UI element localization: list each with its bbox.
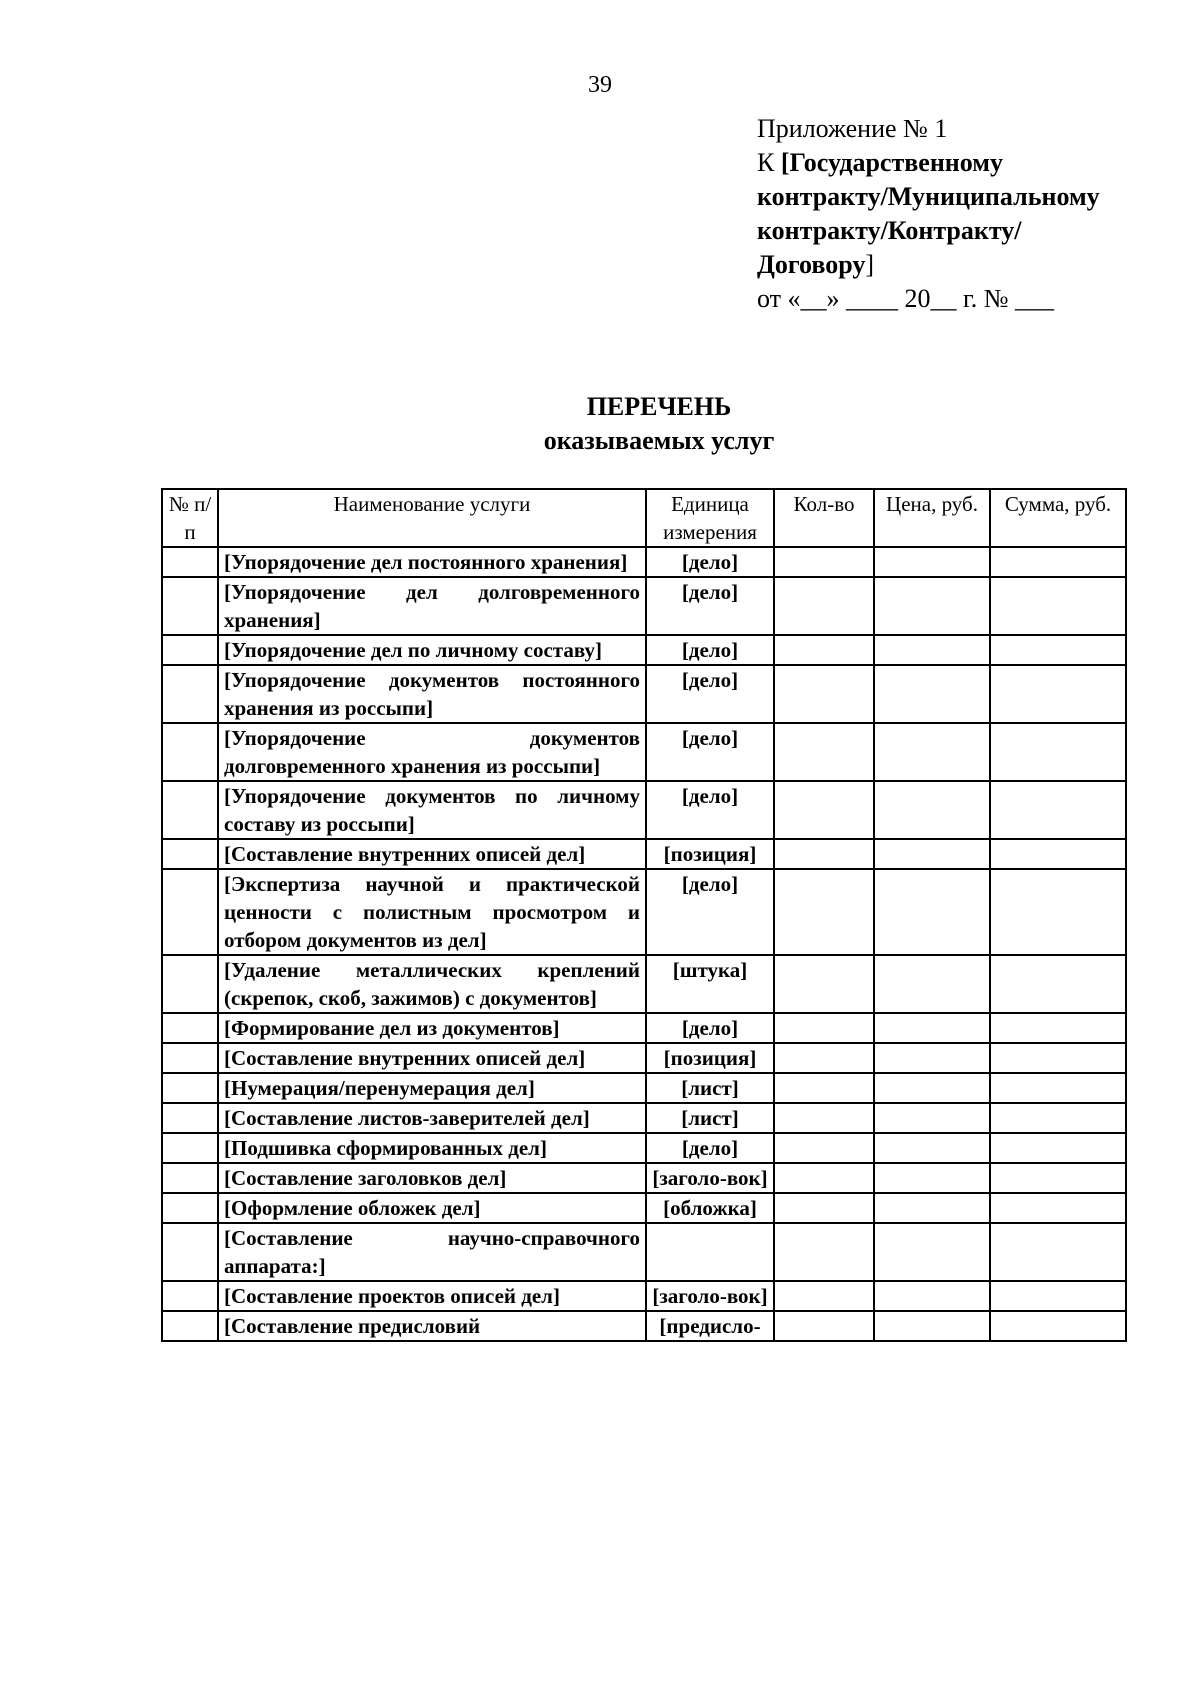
cell-num bbox=[162, 1193, 218, 1223]
cell-num bbox=[162, 781, 218, 839]
header-sum: Сумма, руб. bbox=[990, 489, 1126, 547]
cell-price bbox=[874, 1311, 990, 1341]
appendix-line-3: контракту/Муниципальному bbox=[757, 182, 1100, 211]
cell-unit: [заголо-вок] bbox=[646, 1163, 774, 1193]
cell-service-name: [Составление проектов описей дел] bbox=[218, 1281, 646, 1311]
cell-unit: [дело] bbox=[646, 1013, 774, 1043]
header-name: Наименование услуги bbox=[218, 489, 646, 547]
cell-qty bbox=[774, 1223, 874, 1281]
cell-price bbox=[874, 723, 990, 781]
cell-num bbox=[162, 1103, 218, 1133]
cell-sum bbox=[990, 577, 1126, 635]
appendix-line-2-bold: [Государственному bbox=[780, 148, 1003, 177]
cell-price bbox=[874, 665, 990, 723]
cell-price bbox=[874, 1013, 990, 1043]
cell-num bbox=[162, 665, 218, 723]
cell-sum bbox=[990, 1223, 1126, 1281]
cell-qty bbox=[774, 1281, 874, 1311]
cell-sum bbox=[990, 547, 1126, 577]
cell-service-name: [Составление заголовков дел] bbox=[218, 1163, 646, 1193]
cell-qty bbox=[774, 781, 874, 839]
appendix-line-2 bbox=[757, 146, 1177, 180]
table-row bbox=[162, 547, 1126, 577]
cell-price bbox=[874, 839, 990, 869]
cell-service-name: [Удаление металлических креплений (скрепок, скоб, зажимов) с документов] bbox=[218, 955, 646, 1013]
cell-price bbox=[874, 635, 990, 665]
cell-service-name: [Составление внутренних описей дел] bbox=[218, 839, 646, 869]
cell-num bbox=[162, 1013, 218, 1043]
cell-price bbox=[874, 1103, 990, 1133]
appendix-line-4: контракту/Контракту/ bbox=[757, 216, 1022, 245]
document-title-line-2: оказываемых услуг bbox=[543, 426, 775, 455]
cell-service-name: [Составление внутренних описей дел] bbox=[218, 1043, 646, 1073]
cell-service-name: [Формирование дел из документов] bbox=[218, 1013, 646, 1043]
cell-unit: [дело] bbox=[646, 665, 774, 723]
cell-unit bbox=[646, 1223, 774, 1281]
header-qty: Кол-во bbox=[774, 489, 874, 547]
cell-num bbox=[162, 723, 218, 781]
table-row bbox=[162, 1013, 1126, 1043]
cell-unit: [дело] bbox=[646, 1133, 774, 1163]
cell-num bbox=[162, 1133, 218, 1163]
cell-num bbox=[162, 1043, 218, 1073]
cell-num bbox=[162, 1281, 218, 1311]
cell-num bbox=[162, 577, 218, 635]
cell-service-name: [Упорядочение дел постоянного хранения] bbox=[218, 547, 646, 577]
header-unit: Единица измерения bbox=[646, 489, 774, 547]
cell-price bbox=[874, 1073, 990, 1103]
cell-num bbox=[162, 635, 218, 665]
document-title-line-1: ПЕРЕЧЕНЬ bbox=[586, 392, 732, 421]
cell-unit: [дело] bbox=[646, 869, 774, 955]
cell-sum bbox=[990, 781, 1126, 839]
cell-unit: [лист] bbox=[646, 1073, 774, 1103]
cell-qty bbox=[774, 955, 874, 1013]
cell-qty bbox=[774, 1193, 874, 1223]
cell-service-name: [Составление предисловий bbox=[218, 1311, 646, 1341]
cell-num bbox=[162, 1311, 218, 1341]
cell-qty bbox=[774, 1043, 874, 1073]
document-title bbox=[0, 390, 1200, 458]
cell-qty bbox=[774, 577, 874, 635]
table-row bbox=[162, 1311, 1126, 1341]
cell-qty bbox=[774, 635, 874, 665]
table-row bbox=[162, 1163, 1126, 1193]
cell-sum bbox=[990, 1311, 1126, 1341]
cell-price bbox=[874, 1163, 990, 1193]
cell-qty bbox=[774, 547, 874, 577]
cell-unit: [дело] bbox=[646, 547, 774, 577]
cell-service-name: [Упорядочение документов по личному составу из россыпи] bbox=[218, 781, 646, 839]
table-header-row bbox=[162, 489, 1126, 547]
cell-service-name: [Упорядочение документов постоянного хранения из россыпи] bbox=[218, 665, 646, 723]
cell-service-name: [Оформление обложек дел] bbox=[218, 1193, 646, 1223]
cell-num bbox=[162, 869, 218, 955]
header-price: Цена, руб. bbox=[874, 489, 990, 547]
page-number: 39 bbox=[588, 72, 612, 98]
cell-qty bbox=[774, 665, 874, 723]
cell-unit: [штука] bbox=[646, 955, 774, 1013]
appendix-line-2-prefix: К bbox=[757, 148, 781, 177]
cell-unit: [дело] bbox=[646, 723, 774, 781]
cell-qty bbox=[774, 1311, 874, 1341]
cell-sum bbox=[990, 1043, 1126, 1073]
table-row bbox=[162, 955, 1126, 1013]
cell-sum bbox=[990, 1281, 1126, 1311]
cell-qty bbox=[774, 1013, 874, 1043]
cell-price bbox=[874, 955, 990, 1013]
table-row bbox=[162, 869, 1126, 955]
cell-num bbox=[162, 1073, 218, 1103]
table-row bbox=[162, 577, 1126, 635]
cell-sum bbox=[990, 1073, 1126, 1103]
services-table bbox=[161, 488, 1127, 1342]
cell-qty bbox=[774, 839, 874, 869]
cell-unit: [заголо-вок] bbox=[646, 1281, 774, 1311]
cell-price bbox=[874, 1133, 990, 1163]
cell-qty bbox=[774, 1103, 874, 1133]
cell-sum bbox=[990, 1013, 1126, 1043]
appendix-line-1: Приложение № 1 bbox=[757, 114, 948, 143]
cell-price bbox=[874, 1223, 990, 1281]
table-row bbox=[162, 781, 1126, 839]
table-row bbox=[162, 1073, 1126, 1103]
cell-unit: [дело] bbox=[646, 577, 774, 635]
cell-price bbox=[874, 1281, 990, 1311]
cell-sum bbox=[990, 1133, 1126, 1163]
cell-unit: [предисло- bbox=[646, 1311, 774, 1341]
appendix-line-5-bold: Договору bbox=[757, 250, 866, 279]
cell-service-name: [Подшивка сформированных дел] bbox=[218, 1133, 646, 1163]
cell-unit: [дело] bbox=[646, 635, 774, 665]
cell-price bbox=[874, 869, 990, 955]
table-row bbox=[162, 1281, 1126, 1311]
table-body bbox=[162, 547, 1126, 1341]
cell-price bbox=[874, 577, 990, 635]
cell-service-name: [Экспертиза научной и практической ценности с полистным просмотром и отбором документов из дел] bbox=[218, 869, 646, 955]
cell-sum bbox=[990, 635, 1126, 665]
cell-service-name: [Упорядочение дел по личному составу] bbox=[218, 635, 646, 665]
cell-sum bbox=[990, 839, 1126, 869]
table-row bbox=[162, 839, 1126, 869]
cell-unit: [дело] bbox=[646, 781, 774, 839]
cell-unit: [позиция] bbox=[646, 839, 774, 869]
table-row bbox=[162, 1133, 1126, 1163]
cell-sum bbox=[990, 1163, 1126, 1193]
cell-sum bbox=[990, 1103, 1126, 1133]
cell-num bbox=[162, 955, 218, 1013]
cell-qty bbox=[774, 1073, 874, 1103]
cell-price bbox=[874, 1193, 990, 1223]
table-row bbox=[162, 665, 1126, 723]
cell-qty bbox=[774, 1163, 874, 1193]
table-row bbox=[162, 1043, 1126, 1073]
cell-num bbox=[162, 547, 218, 577]
cell-sum bbox=[990, 955, 1126, 1013]
cell-sum bbox=[990, 1193, 1126, 1223]
cell-service-name: [Упорядочение дел долговременного хранения] bbox=[218, 577, 646, 635]
cell-sum bbox=[990, 665, 1126, 723]
cell-qty bbox=[774, 869, 874, 955]
cell-unit: [лист] bbox=[646, 1103, 774, 1133]
appendix-line-5-suffix: ] bbox=[865, 250, 875, 279]
cell-qty bbox=[774, 1133, 874, 1163]
table-row bbox=[162, 1103, 1126, 1133]
cell-price bbox=[874, 1043, 990, 1073]
cell-service-name: [Составление научно-справочного аппарата:] bbox=[218, 1223, 646, 1281]
cell-num bbox=[162, 1223, 218, 1281]
appendix-line-5 bbox=[757, 248, 1177, 282]
cell-sum bbox=[990, 723, 1126, 781]
cell-service-name: [Нумерация/перенумерация дел] bbox=[218, 1073, 646, 1103]
cell-price bbox=[874, 781, 990, 839]
header-num: № п/п bbox=[162, 489, 218, 547]
cell-price bbox=[874, 547, 990, 577]
appendix-header bbox=[757, 112, 1177, 316]
table-row bbox=[162, 635, 1126, 665]
cell-unit: [обложка] bbox=[646, 1193, 774, 1223]
cell-service-name: [Упорядочение документов долговременного хранения из россыпи] bbox=[218, 723, 646, 781]
cell-num bbox=[162, 839, 218, 869]
cell-unit: [позиция] bbox=[646, 1043, 774, 1073]
table-row bbox=[162, 1223, 1126, 1281]
cell-num bbox=[162, 1163, 218, 1193]
appendix-line-6: от «__» ____ 20__ г. № ___ bbox=[757, 284, 1055, 313]
cell-sum bbox=[990, 869, 1126, 955]
table-row bbox=[162, 1193, 1126, 1223]
cell-service-name: [Составление листов-заверителей дел] bbox=[218, 1103, 646, 1133]
cell-qty bbox=[774, 723, 874, 781]
table-row bbox=[162, 723, 1126, 781]
